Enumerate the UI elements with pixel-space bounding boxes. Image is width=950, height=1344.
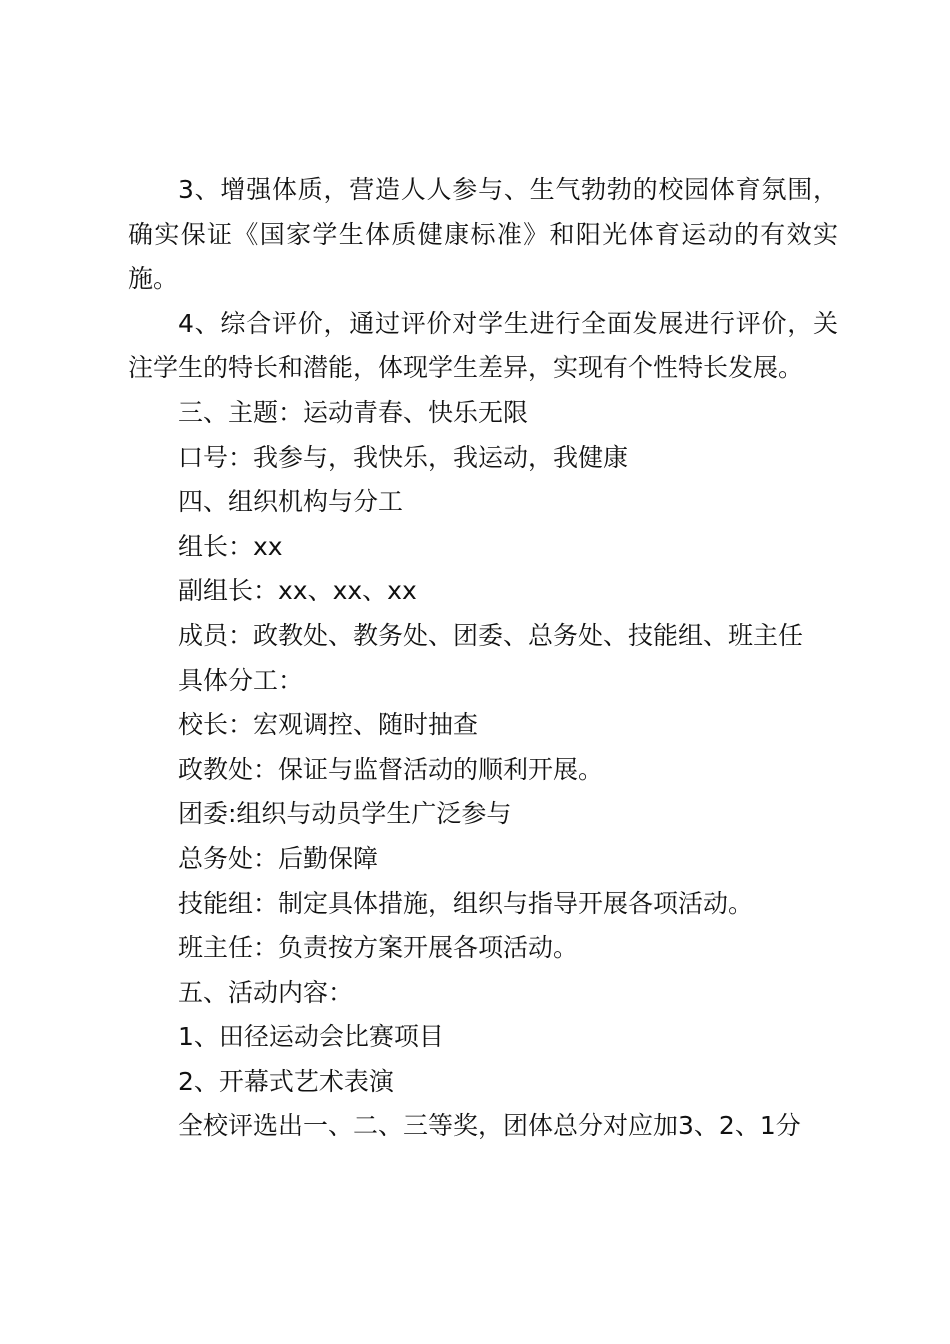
deputy-leader-line: 副组长：xx、xx、xx	[178, 576, 417, 606]
duty-general-affairs: 总务处：后勤保障	[178, 843, 379, 873]
division-heading: 具体分工：	[178, 665, 304, 695]
duty-principal: 校长：宏观调控、随时抽查	[178, 710, 479, 740]
slogan-line: 口号：我参与，我快乐，我运动，我健康	[178, 442, 629, 472]
leader-line: 组长：xx	[178, 531, 283, 561]
paragraph-goal-3: 3、增强体质，营造人人参与、生气勃勃的校园体育氛围，确实保证《国家学生体质健康标准》和阳光体育运动的有效实施。	[128, 175, 838, 294]
document-body	[128, 168, 838, 1149]
duty-youth-league: 团委:组织与动员学生广泛参与	[178, 799, 512, 829]
activity-item-2: 2、开幕式艺术表演	[178, 1066, 394, 1096]
duty-class-teacher: 班主任：负责按方案开展各项活动。	[178, 933, 579, 963]
duty-skills-group: 技能组：制定具体措施，组织与指导开展各项活动。	[178, 888, 754, 918]
section-heading-theme: 三、主题：运动青春、快乐无限	[178, 397, 529, 427]
members-line: 成员：政教处、教务处、团委、总务处、技能组、班主任	[178, 620, 804, 650]
paragraph-goal-4: 4、综合评价，通过评价对学生进行全面发展进行评价，关注学生的特长和潜能，体现学生差异，实现有个性特长发展。	[128, 308, 838, 383]
section-heading-organization: 四、组织机构与分工	[178, 487, 404, 517]
activity-item-1: 1、田径运动会比赛项目	[178, 1022, 444, 1052]
section-heading-activities: 五、活动内容：	[178, 977, 354, 1007]
award-line: 全校评选出一、二、三等奖，团体总分对应加3、2、1分	[178, 1111, 801, 1141]
duty-political-office: 政教处：保证与监督活动的顺利开展。	[178, 754, 604, 784]
